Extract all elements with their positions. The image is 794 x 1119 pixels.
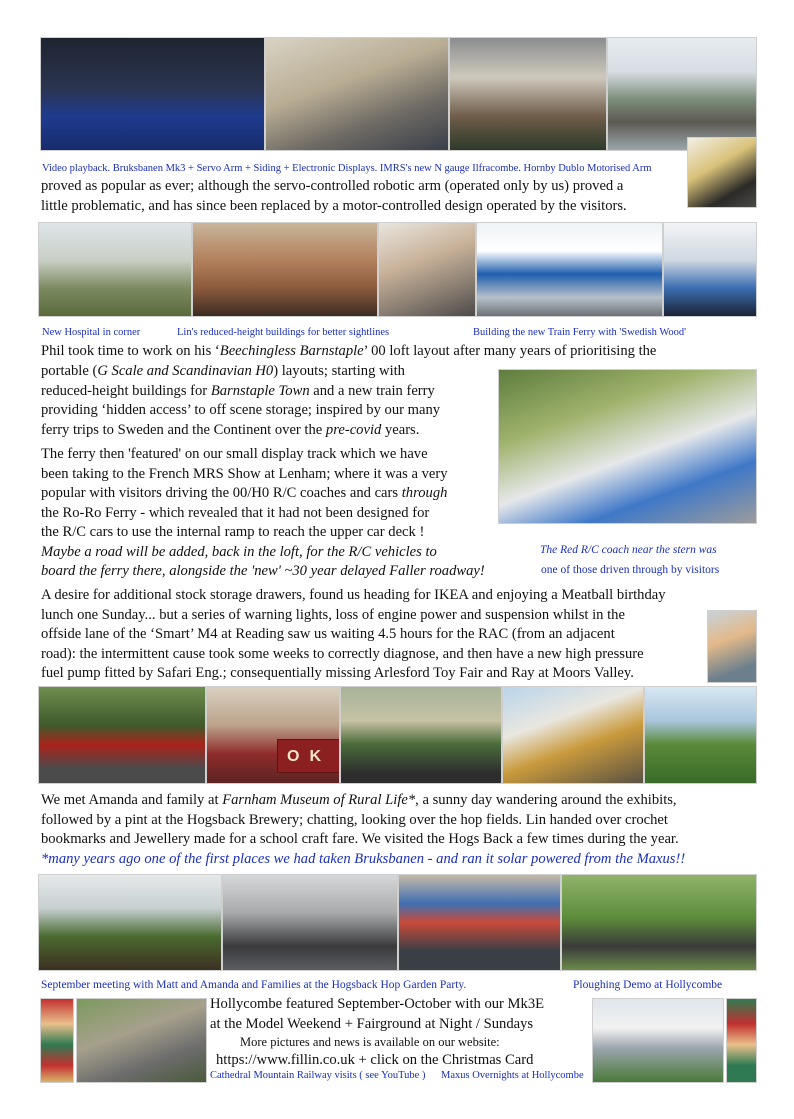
layout-name: Beechingless Barnstaple (219, 343, 364, 359)
row1-text-line: proved as popular as ever; although the servo-controlled robotic arm (operated only by us) proved a (41, 178, 624, 194)
ferry-line-5 (41, 421, 496, 441)
car-line: offside lane of the ‘Smart’ M4 at Reading saw us waiting 4.5 hours for the RAC (from an adjacent (41, 626, 615, 642)
farnham-line-1-a: We met Amanda and family at (41, 792, 223, 808)
ferry-italic-line: board the ferry there, alongside the 'new' ~30 year delayed Faller roadway! (41, 563, 485, 579)
ferry-line-2-a: portable ( (41, 363, 98, 379)
photo-ferry-on-layout (498, 369, 757, 524)
ferry-p2-line-3-i: through (401, 485, 448, 501)
ferry-line-3-b: and a new train ferry (309, 382, 435, 399)
photo-train-ferry (476, 222, 663, 317)
row1-text (41, 177, 686, 216)
farnham-note: *many years ago one of the first places we had taken Bruksbanen - and ran it solar powered from the Maxus!! (41, 850, 686, 867)
photo-video-playback-stand (40, 37, 265, 151)
car-line: A desire for additional stock storage drawers, found us heading for IKEA and enjoying a Meatball birthday (41, 587, 666, 603)
footer-caption-right: Maxus Overnights at Hollycombe (441, 1070, 584, 1081)
photo-family-ok-sign (206, 686, 340, 784)
ferry-line-5-i: pre-covid (325, 421, 382, 438)
ferry-line-5-b: years. (381, 421, 420, 438)
footer-line-2: at the Model Weekend + Fairground at Night / Sundays (210, 1015, 534, 1032)
photo-bruksbanen-layout (265, 37, 449, 151)
farnham-line: followed by a pint at the Hogsback Brewery; chatting, looking over the hop fields. Lin handed over crochet (41, 811, 668, 828)
row4-caption-right: Ploughing Demo at Hollycombe (573, 979, 723, 991)
farnham-line-1-b: , a sunny day wandering around the exhibits, (415, 792, 677, 808)
farnham-para (41, 791, 757, 869)
footer-text (210, 995, 590, 1034)
row2-caption-buildings: Lin's reduced-height buildings for better sightlines (177, 327, 390, 338)
ferry-line-5-a: ferry trips to Sweden and the Continent over the (41, 421, 326, 438)
photo-hop-garden-party (222, 874, 398, 971)
photo-building-ferry (378, 222, 476, 317)
ferry-p2-line: the R/C cars to use the internal ramp to reach the upper car deck ! (41, 524, 425, 540)
car-line: lunch one Sunday... but a series of warning lights, loss of engine power and suspension whilst in the (41, 606, 625, 623)
photo-meatball-lunch (707, 610, 757, 683)
footer-caption-left: Cathedral Mountain Railway visits ( see YouTube ) (210, 1070, 426, 1081)
ferry-line-3-a: reduced-height buildings for (41, 382, 211, 399)
row2-caption-hospital: New Hospital in corner (42, 327, 141, 338)
website-link[interactable]: https://www.fillin.co.uk + click on the Christmas Card (216, 1052, 534, 1068)
ferry-line-2-b: ) layouts; starting with (273, 363, 405, 379)
ferry-line-3 (41, 382, 496, 402)
ferry-italic-line: Maybe a road will be added, back in the loft, for the R/C vehicles to (41, 543, 437, 560)
farnham-line: bookmarks and Jewellery made for a school craft fare. We visited the Hogs Back a few times during the year. (41, 831, 679, 847)
ferry-line-1-a: Phil took time to work on his ‘ (41, 343, 220, 359)
row1-caption: Video playback. Bruksbanen Mk3 + Servo Arm + Siding + Electronic Displays. IMRS's new N gauge Ilfracombe. Hornby Dublo Motorised Arm (42, 163, 652, 174)
ferry-p2-line: The ferry then 'featured' on our small display track which we have (41, 446, 428, 462)
ferry-p2-line-3-a: popular with visitors driving the 00/H0 R/C coaches and cars (41, 485, 402, 501)
ok-sign: OK (277, 739, 340, 773)
ferry-para-1 (41, 362, 496, 440)
photo-umbrella-family (398, 874, 561, 971)
ferry-line-2-i: G Scale and Scandinavian H0 (97, 363, 274, 379)
photo-steam-locomotive (38, 686, 206, 784)
photo-n-gauge-ilfracombe (449, 37, 607, 151)
photo-hornby-dublo-coast (607, 37, 757, 151)
photo-cathedral-mountain-railway (76, 998, 207, 1083)
photo-new-hospital (38, 222, 192, 317)
footer-line-3: More pictures and news is available on our website: (240, 1035, 500, 1049)
row1-text-line: little problematic, and has since been replaced by a motor-controlled design operated by the visitors. (41, 197, 627, 214)
row4-caption-left: September meeting with Matt and Amanda and Families at the Hogsback Hop Garden Party. (41, 979, 467, 991)
row2-caption-ferry: Building the new Train Ferry with 'Swedish Wood' (473, 327, 687, 338)
photo-motorised-arm (687, 137, 757, 208)
ferry-side-caption-2: one of those driven through by visitors (541, 564, 720, 576)
photo-horse-cart (38, 874, 222, 971)
ferry-para-2 (41, 445, 496, 582)
car-line: road): the intermittent cause took some weeks to correctly diagnose, and then have a new high pressure (41, 645, 644, 662)
photo-maxus-overnight (592, 998, 724, 1083)
car-line: fuel pump fitted by Safari Eng.; consequentially missing Arlesford Toy Fair and Ray at Moors Valley. (41, 665, 634, 681)
car-para (41, 586, 705, 684)
photo-hogsback-beer (502, 686, 644, 784)
ferry-p2-line-3 (41, 484, 496, 504)
ferry-line-4: providing ‘hidden access’ to off scene storage; inspired by our many (41, 402, 441, 418)
photo-station-train (340, 686, 502, 784)
ferry-side-caption-1: The Red R/C coach near the stern was (540, 544, 717, 556)
farnham-line-1 (41, 791, 757, 811)
museum-name: Farnham Museum of Rural Life* (222, 792, 416, 808)
photo-ferry-stern (663, 222, 757, 317)
photo-christmas-card-left (40, 998, 74, 1083)
photo-reduced-height-buildings (192, 222, 378, 317)
ferry-line-3-i: Barnstaple Town (210, 382, 310, 399)
photo-hop-fields (644, 686, 757, 784)
photo-ploughing-demo (561, 874, 757, 971)
ferry-line-1-b: ’ 00 loft layout after many years of prioritising the (363, 343, 657, 359)
ferry-line-2 (41, 362, 496, 382)
ferry-p2-line: the Ro-Ro Ferry - which revealed that it had not been designed for (41, 504, 430, 521)
footer-line-1: Hollycombe featured September-October with our Mk3E (210, 996, 545, 1012)
ferry-line-1 (41, 342, 751, 362)
ferry-p2-line: been taking to the French MRS Show at Lenham; where it was a very (41, 465, 448, 482)
photo-christmas-card-right (726, 998, 757, 1083)
